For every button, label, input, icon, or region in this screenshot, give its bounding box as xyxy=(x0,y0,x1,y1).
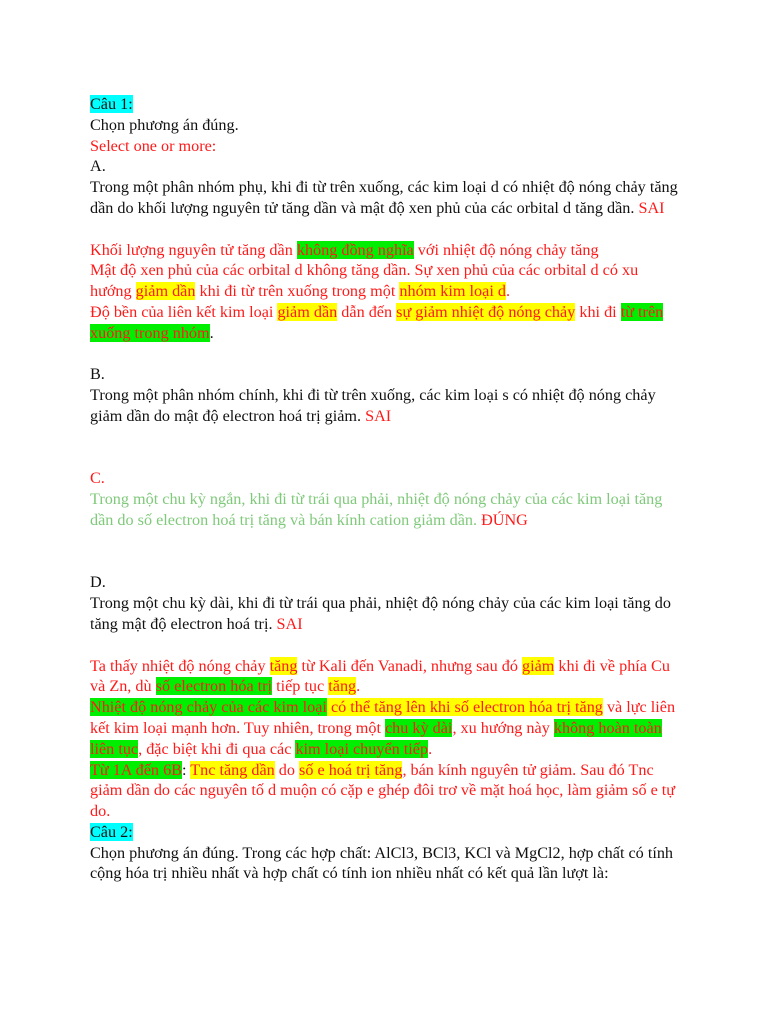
option-b-letter: B. xyxy=(90,365,105,384)
option-d-explanation-1: Ta thấy nhiệt độ nóng chảy tăng từ Kali đến Vanadi, nhưng sau đó giảm khi đi về phía Cu và Zn, dù số electron hóa trị tiếp tục tăng. xyxy=(90,656,670,696)
option-b-verdict: SAI xyxy=(365,406,392,425)
option-d-letter: D. xyxy=(90,573,106,592)
option-d-explanation-2: Nhiệt độ nóng chảy của các kim loại có thể tăng lên khi số electron hóa trị tăng và lực liên kết kim loại mạnh hơn. Tuy nhiên, trong một chu kỳ dài, xu hướng này không hoàn toàn liên tục, đặc biệt khi đi qua các kim loại chuyển tiếp. xyxy=(90,698,676,758)
option-d-verdict: SAI xyxy=(276,614,303,633)
option-a-explanation-1: Khối lượng nguyên tử tăng dần không đồng nghĩa với nhiệt độ nóng chảy tăng xyxy=(90,240,599,259)
option-c-letter: C. xyxy=(90,469,105,488)
option-d-text: Trong một chu kỳ dài, khi đi từ trái qua phải, nhiệt độ nóng chảy của các kim loại tăng do tăng mật độ electron hoá trị. SAI xyxy=(90,594,671,633)
option-d-explanation-3: Từ 1A đến 6B: Tnc tăng dần do số e hoá trị tăng, bán kính nguyên tử giảm. Sau đó Tnc giảm dần do các nguyên tố d muộn có cặp e ghép đôi trơ về mặt hoá học, làm giảm số e tự do. xyxy=(90,760,676,821)
option-c-verdict: ĐÚNG xyxy=(481,510,528,529)
option-a-explanation-2: Mật độ xen phủ của các orbital d không tăng dần. Sự xen phủ của các orbital d có xu hướng giảm dần khi đi từ trên xuống trong một nhóm kim loại d. xyxy=(90,261,639,301)
question-1-heading: Câu 1: xyxy=(90,95,133,113)
option-a-explanation-3: Độ bền của liên kết kim loại giảm dần dẫn đến sự giảm nhiệt độ nóng chảy khi đi từ trên xuống trong nhóm. xyxy=(90,302,664,342)
option-a-letter: A. xyxy=(90,157,106,176)
document-page xyxy=(90,94,680,884)
option-c-text: Trong một chu kỳ ngắn, khi đi từ trái qua phải, nhiệt độ nóng chảy của các kim loại tăng dần do số electron hoá trị tăng và bán kính cation giảm dần. ĐÚNG xyxy=(90,490,663,529)
question-1-prompt: Chọn phương án đúng. xyxy=(90,115,239,134)
select-note: Select one or more: xyxy=(90,136,217,155)
question-2-text: Chọn phương án đúng. Trong các hợp chất: AlCl3, BCl3, KCl và MgCl2, hợp chất có tính cộng hóa trị nhiều nhất và hợp chất có tính ion nhiều nhất có kết quả lần lượt là: xyxy=(90,843,674,883)
option-b-text: Trong một phân nhóm chính, khi đi từ trên xuống, các kim loại s có nhiệt độ nóng chảy giảm dần do mật độ electron hoá trị giảm. SAI xyxy=(90,386,656,425)
option-a-text: Trong một phân nhóm phụ, khi đi từ trên xuống, các kim loại d có nhiệt độ nóng chảy tăng dần do khối lượng nguyên tử tăng dần và mật độ xen phủ của các orbital d tăng dần. SAI xyxy=(90,178,678,217)
question-2-heading: Câu 2: xyxy=(90,822,133,841)
option-a-verdict: SAI xyxy=(638,198,665,217)
